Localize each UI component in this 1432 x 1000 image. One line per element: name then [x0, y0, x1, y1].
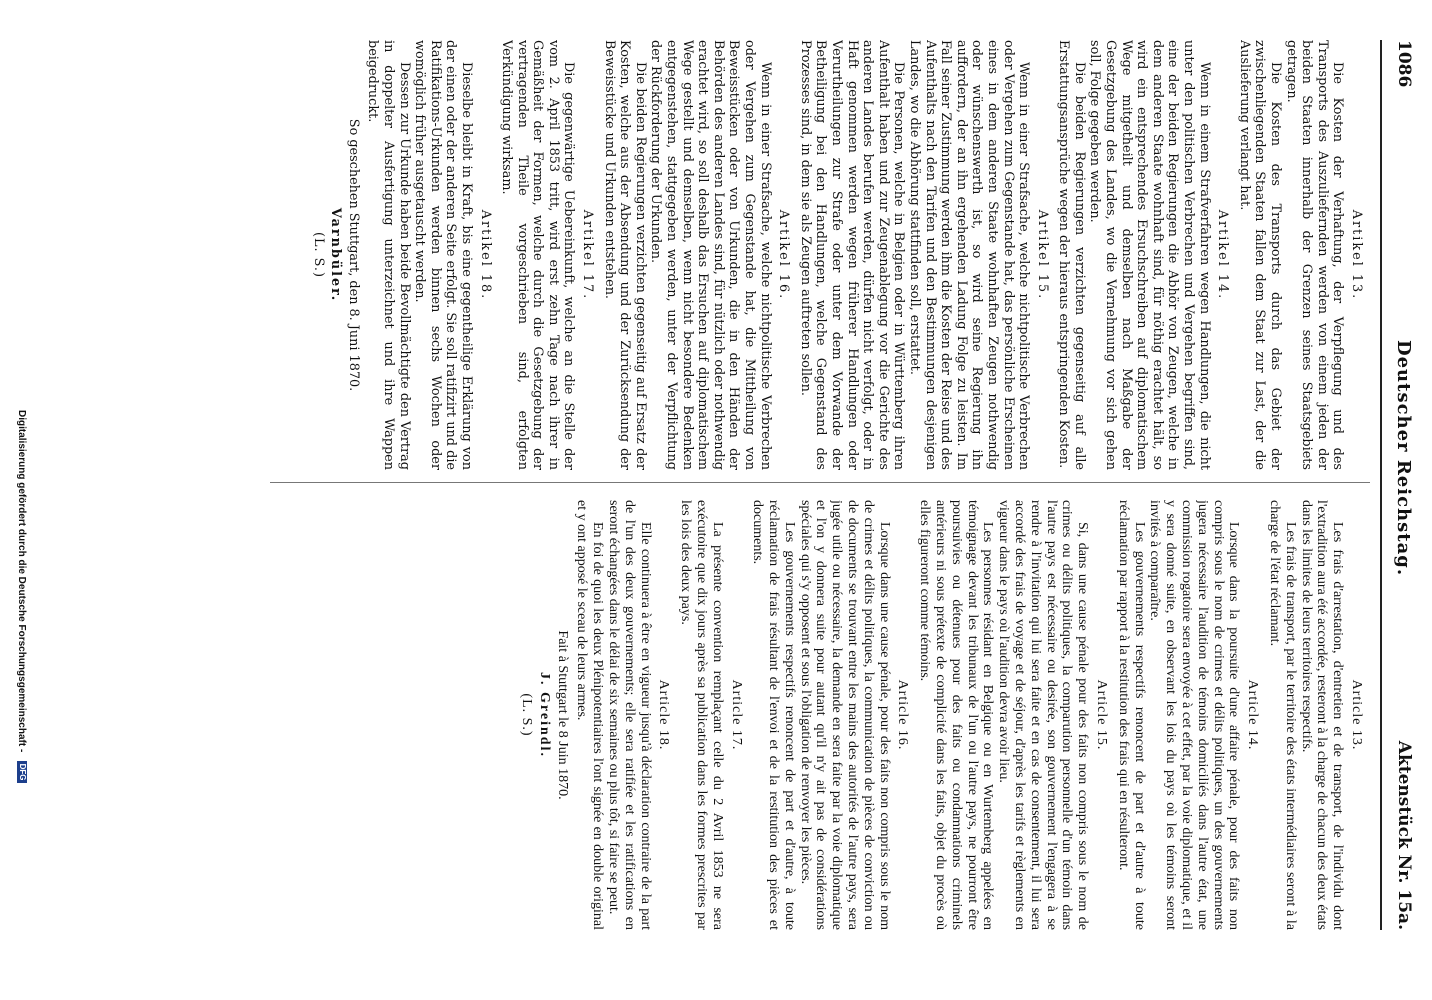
french-article-13-paragraph-2: Les frais de transport, par le territoire des états intermédiaires seront à la charge de l'état réclamant. [1267, 500, 1298, 930]
german-article-16-heading: Artikel 16. [776, 209, 792, 301]
german-signature: Varnbüler. [328, 207, 344, 303]
digitization-credit [5, 410, 27, 970]
german-article-15-paragraph-1: Wenn in einer Strafsache, welche nichtpolitische Verbrechen oder Vergehen zum Gegenstande hat, das persönliche Erscheinen eines in dem anderen Staate wohnhaften Zeugen nothwendig oder wünschenswerth ist, so wird seine Regierung ihn auffordern, der an ihn ergehenden Ladung Folge zu leisten. Im Fall seiner Zustimmung werden ihm die Kosten der Reise und des Aufenthalts nach den Tarifen und den Bestimmungen desjenigen Landes, wo die Abhörung stattfinden soll, erstattet. [906, 40, 1032, 470]
french-article-13-heading: Article 13. [1349, 679, 1364, 751]
page-header [1380, 40, 1426, 930]
german-closing-paragraph: Dessen zur Urkunde haben beide Bevollmächtigte den Vertrag in doppelter Ausfertigung unterzeichnet und ihre Wappen beigedruckt. [365, 40, 412, 470]
french-closing-paragraph: En foi de quoi les deux Plénipotentiaires l'ont signée en double original et y ont apposé le sceau de leurs armes. [574, 500, 606, 930]
german-place-date: So geschehen Stuttgart, den 8. Juni 1870. [345, 118, 361, 392]
german-article-17-heading: Artikel 17. [580, 209, 596, 301]
french-article-17-paragraph-1: La présente convention remplaçant celle du 2 Avril 1853 ne sera exécutoire que dix jours après sa publication dans les formes prescrites par les lois des deux pays. [678, 500, 725, 930]
german-article-15-paragraph-2: Die Personen, welche in Belgien oder in Württemberg ihren Aufenthalt haben und zur Zeugenablegung vor die Gerichte des anderen Landes berufen werden, dürfen nicht verfolgt, oder in Haft genommen werden wegen früherer Handlungen oder Verurtheilungen zur Strafe oder unter dem Vorwande der Betheiligung bei den Handlungen, welche Gegenstand des Prozesses sind, in dem sie als Zeugen auftreten sollen. [797, 40, 907, 470]
page-number: 1086 [1394, 40, 1414, 88]
french-seal: (L. S.) [518, 693, 534, 737]
french-article-16-paragraph-2: Les gouvernements respectifs renoncent de part et d'autre, à toute réclamation de frais résultant de l'envoi et de la restitution des pièces et documents. [750, 500, 797, 930]
digitization-credit-text: Digitalisierung gefördert durch die Deutsche Forschungsgemeinschaft - [16, 410, 27, 753]
german-article-15-heading: Artikel 15. [1034, 209, 1050, 301]
german-article-14-paragraph-2: Die beiden Regierungen verzichten gegenseitig auf alle Erstattungsansprüche wegen der hieraus entspringenden Kosten. [1056, 40, 1087, 470]
french-article-17-heading: Article 17. [728, 679, 744, 751]
french-article-14-heading: Article 14. [1245, 679, 1261, 751]
french-signature: J. Greindl. [536, 672, 552, 758]
german-article-13-paragraph-2: Die Kosten des Transports durch das Gebiet der zwischenliegenden Staaten fallen dem Staat zur Last, der die Auslieferung verlangt hat. [1236, 40, 1284, 470]
german-article-13-heading: Artikel 13. [1349, 209, 1364, 301]
french-article-15-paragraph-2: Les personnes résidant en Belgique ou en Wurtemberg appelées en témoignage devant les tribunaux de l'un ou l'autre pays, ne pourront être poursuivies ou détenues pour des faits ou condamnations criminels antérieurs ni sous prétexte de complicité dans les faits, objet du procès où elles figureront comme témoins. [917, 500, 996, 930]
attachment-number: Aktenstück Nr. 15a. [1394, 740, 1414, 930]
french-article-14-paragraph-2: Les gouvernements respectifs renoncent de part et d'autre à toute réclamation par rapport à la restitution des frais qui en résulteront. [1115, 500, 1147, 930]
german-article-18-heading: Artikel 18. [477, 209, 493, 301]
french-article-16-heading: Article 16. [895, 679, 911, 751]
german-article-16-paragraph-2: Die beiden Regierungen verzichten gegenseitig auf Ersatz der Kosten, welche aus der Absendung und der Zurücksendung der Beweisstücke und Urkunden entstehen. [601, 40, 648, 470]
german-seal: (L. S.) [310, 232, 326, 278]
french-article-13-paragraph-1: Les frais d'arrestation, d'entretien et de transport, de l'individu dont l'extradition aura été accordée, resteront à la charge de chacun des deux états dans les limites de leurs territoires respectifs. [1298, 500, 1346, 930]
german-article-18-paragraph-1: Dieselbe bleibt in Kraft, bis eine gegentheilige Erklärung von der einen oder der anderen Seite erfolgt. Sie soll ratifizirt und die Ratifikations-Urkunden werden binnen sechs Wochen oder womöglich früher ausgetauscht werden. [412, 40, 474, 470]
german-column [70, 40, 1370, 470]
german-article-16-paragraph-1: Wenn in einer Strafsache, welche nichtpolitische Verbrechen oder Vergehen zum Gegenstande hat, die Mittheilung von Beweisstücken oder von Urkunden, die in den Händen der Behörden des anderen Landes sind, für nützlich oder nothwendig erachtet wird, so soll deshalb das Ersuchen auf diplomatischem Wege gestellt und demselben, wenn nicht besondere Bedenken entgegenstehen, stattgegeben werden, unter der Verpflichtung der Rückforderung der Urkunden. [648, 40, 773, 470]
french-article-16-paragraph-1: Lorsque dans une cause pénale, pour des faits non compris sous le nom de crimes et délits politiques, la communication de pièces de conviction ou de documents se trouvant entre les mains des autorités de l'autre pays, sera jugée utile ou nécessaire, la demande en sera faite par la voie diplomatique et l'on y donnera suite pour autant qu'il n'y ait pas de considérations spéciales qui s'y opposent et sous l'obligation de renvoyer les pièces. [797, 500, 892, 930]
german-article-14-heading: Artikel 14. [1215, 209, 1231, 301]
french-article-15-heading: Article 15. [1094, 679, 1110, 751]
header-title: Deutscher Reichstag. [1393, 340, 1414, 577]
french-article-14-paragraph-1: Lorsque dans la poursuite d'une affaire pénale, pour des faits non compris sous le nom de crimes et délits politiques, un des gouvernements jugera nécessaire l'audition de témoins domiciliés dans l'autre état, une commission rogatoire sera envoyée à cet effet, par la voie diplomatique, et il y sera donné suite, en observant les lois du pays où les témoins seront invités à comparaître. [1147, 500, 1242, 930]
german-article-13-paragraph-1: Die Kosten der Verhaftung, der Verpflegung und des Transports des Auszuliefernden werden von einem jeden der beiden Staaten innerhalb der Grenzen seines Staatsgebiets getragen. [1283, 40, 1346, 470]
german-article-14-paragraph-1: Wenn in einem Strafverfahren wegen Handlungen, die nicht unter den politischen Verbrechen und Vergehen begriffen sind, eine der beiden Regierungen die Abhör von Zeugen, welche in dem anderen Staate wohnhaft sind, für nöthig erachtet hält, so wird ein entsprechendes Ersuchschreiben auf diplomatischem Wege mitgetheilt und demselben nach Maßgabe der Gesetzgebung des Landes, wo die Vernehmung vor sich gehen soll, Folge gegeben werden. [1087, 40, 1212, 470]
german-article-17-paragraph-1: Die gegenwärtige Uebereinkunft, welche an die Stelle der vom 2. April 1853 tritt, wird erst zehn Tage nach ihrer in Gemäßheit der Formen, welche durch die Gesetzgebung der vertragenden Theile vorgeschrieben sind, erfolgten Verkündigung wirksam. [499, 40, 577, 470]
french-place-date: Fait à Stuttgart le 8 Juin 1870. [554, 630, 570, 800]
french-article-15-paragraph-1: Si, dans une cause pénale pour des faits non compris sous le nom de crimes ou délits politiques, la comparution personnelle d'un témoin dans l'autre pays est nécessaire ou desirée, son gouvernement l'engagera à se rendre à l'invitation qui lui sera faite et en cas de consentement, il lui sera accordé des frais de voyage et de séjour, d'après les tarifs et règlements en vigueur dans le pays où l'audition devra avoir lieu. [996, 500, 1091, 930]
french-column [70, 500, 1370, 930]
column-divider [270, 482, 1370, 483]
french-article-18-paragraph-1: Elle continuera à être en vigueur jusqu'à déclaration contraire de la part de l'un des deux gouvernements; elle sera ratifiée et les ratifications en seront échangées dans le délai de six semaines ou plus tôt, si faire se peut. [605, 500, 653, 930]
dfg-logo-icon: DFG [17, 761, 27, 783]
french-article-18-heading: Article 18. [656, 679, 672, 751]
